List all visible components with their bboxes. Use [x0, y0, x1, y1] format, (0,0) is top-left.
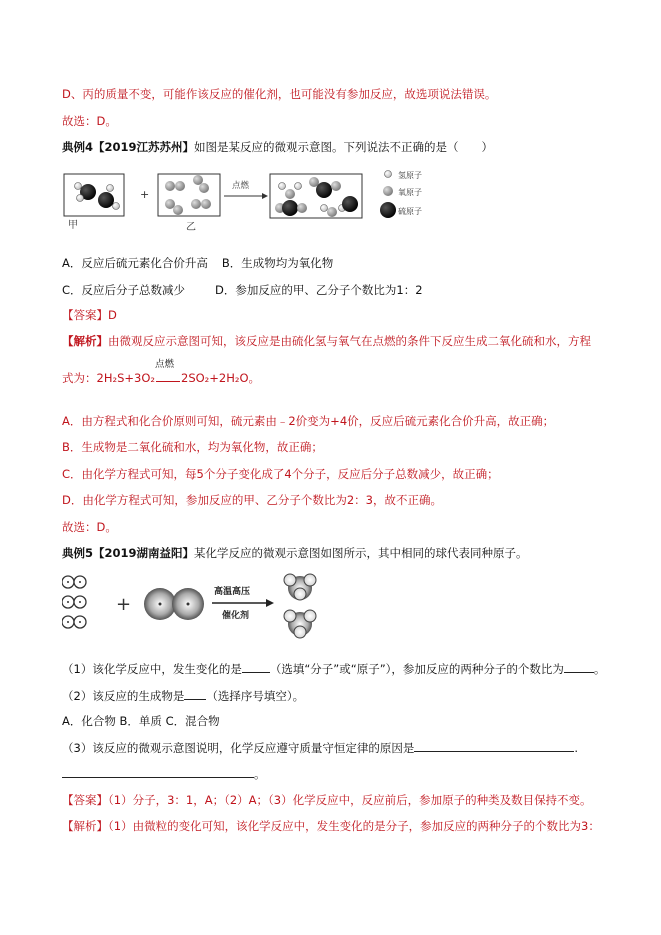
option-row-2	[62, 282, 423, 298]
example5-label: 典例5【2019湖南益阳】	[62, 546, 195, 560]
equation-prefix: 式为：	[62, 371, 97, 385]
q2-text-b: （选择序号填空）。	[206, 689, 305, 703]
reaction-diagram-svg	[62, 168, 462, 232]
explain-a: A．由方程式和化合价原则可知，硫元素由﹣2价变为+4价，反应后硫元素化合价升高，故正确；	[62, 414, 555, 428]
example5-question-text: 某化学反应的微观示意图如图所示，其中相同的球代表同种原子。	[194, 546, 528, 560]
example4-question	[62, 139, 493, 155]
analysis-label: 【解析】	[62, 334, 108, 348]
equation-right: 2SO₂+2H₂O。	[181, 371, 261, 385]
q1-blank-2[interactable]	[564, 660, 594, 673]
q1-end: 。	[593, 662, 606, 676]
example4-answer: 【答案】D	[62, 308, 117, 322]
example5-reaction-diagram	[62, 572, 362, 642]
legend-sulfur: 硫原子	[398, 207, 422, 216]
q3-blank-1[interactable]	[414, 739, 574, 752]
option-c: C．反应后分子总数减少	[62, 283, 186, 297]
reaction-diagram-svg-2	[62, 572, 362, 642]
q2-text-a: （2）该反应的生成物是	[62, 689, 185, 703]
q3-text: （3）该反应的微观示意图说明，化学反应遵守质量守恒定律的原因是	[62, 741, 415, 755]
option-a: A．反应后硫元素化合价升高	[62, 256, 208, 270]
q3-dot: .	[574, 741, 578, 755]
plus-sign: +	[140, 188, 150, 201]
condition-label: 点燃	[232, 181, 250, 191]
q3-line-2	[62, 765, 266, 782]
equation-arrow	[155, 359, 180, 382]
q1-blank-1[interactable]	[242, 660, 270, 673]
option-d: D．参加反应的甲、乙分子个数比为1：2	[215, 283, 423, 297]
example4-reaction-diagram	[62, 168, 462, 232]
jia-label: 甲	[68, 220, 78, 231]
q1-line	[62, 660, 605, 677]
yi-label: 乙	[186, 222, 196, 232]
equation-line	[62, 359, 261, 386]
example5-analysis: 【解析】（1）由微粒的变化可知，该化学反应中，发生变化的是分子，参加反应的两种分子的个数比为3：	[62, 819, 600, 833]
q1-text-b: （选填“分子”或“原子”），参加反应的两种分子的个数比为	[269, 662, 564, 676]
explain-d: D．由化学方程式可知，参加反应的甲、乙分子个数比为2：3，故不正确。	[62, 493, 442, 507]
example4-choose: 故选：D。	[62, 520, 117, 534]
example4-label: 典例4【2019江苏苏州】	[62, 140, 195, 154]
q2-blank[interactable]	[184, 687, 206, 700]
cond-bottom: 催化剂	[222, 611, 250, 621]
analysis-text: 由微观反应示意图可知，该反应是由硫化氢与氧气在点燃的条件下反应生成二氧化硫和水，方程	[108, 334, 591, 348]
cond-top: 高温高压	[214, 587, 251, 597]
q3-blank-2[interactable]	[62, 765, 254, 778]
choose-answer: 故选：D。	[62, 114, 117, 128]
legend-hydrogen: 氢原子	[398, 171, 422, 180]
option-d-explanation: D、丙的质量不变，可能作该反应的催化剂，也可能没有参加反应，故选项说法错误。	[62, 87, 497, 101]
equation-left: 2H₂S+3O₂	[96, 371, 155, 385]
plus-sign-2: +	[116, 594, 132, 615]
option-b: B．生成物均为氧化物	[221, 256, 334, 270]
q3-end: 。	[254, 767, 266, 781]
q2-options: A．化合物 B．单质 C．混合物	[62, 714, 220, 728]
q3-line	[62, 739, 578, 756]
example5-question	[62, 545, 528, 561]
option-row-1	[62, 255, 333, 271]
equation-condition: 点燃	[155, 359, 175, 370]
q2-line	[62, 687, 304, 704]
example4-question-text: 如图是某反应的微观示意图。下列说法不正确的是（ ）	[194, 140, 494, 154]
example5-answer: 【答案】（1）分子，3：1，A；（2）A；（3）化学反应中，反应前后，参加原子的种类及数目保持不变。	[62, 793, 592, 807]
explain-b: B．生成物是二氧化硫和水，均为氧化物，故正确；	[62, 440, 323, 454]
explain-c: C．由化学方程式可知，每5个分子变化成了4个分子，反应后分子总数减少，故正确；	[62, 467, 499, 481]
legend-oxygen: 氧原子	[398, 188, 422, 197]
example4-analysis	[62, 333, 591, 349]
q1-text-a: （1）该化学反应中，发生变化的是	[62, 662, 242, 676]
